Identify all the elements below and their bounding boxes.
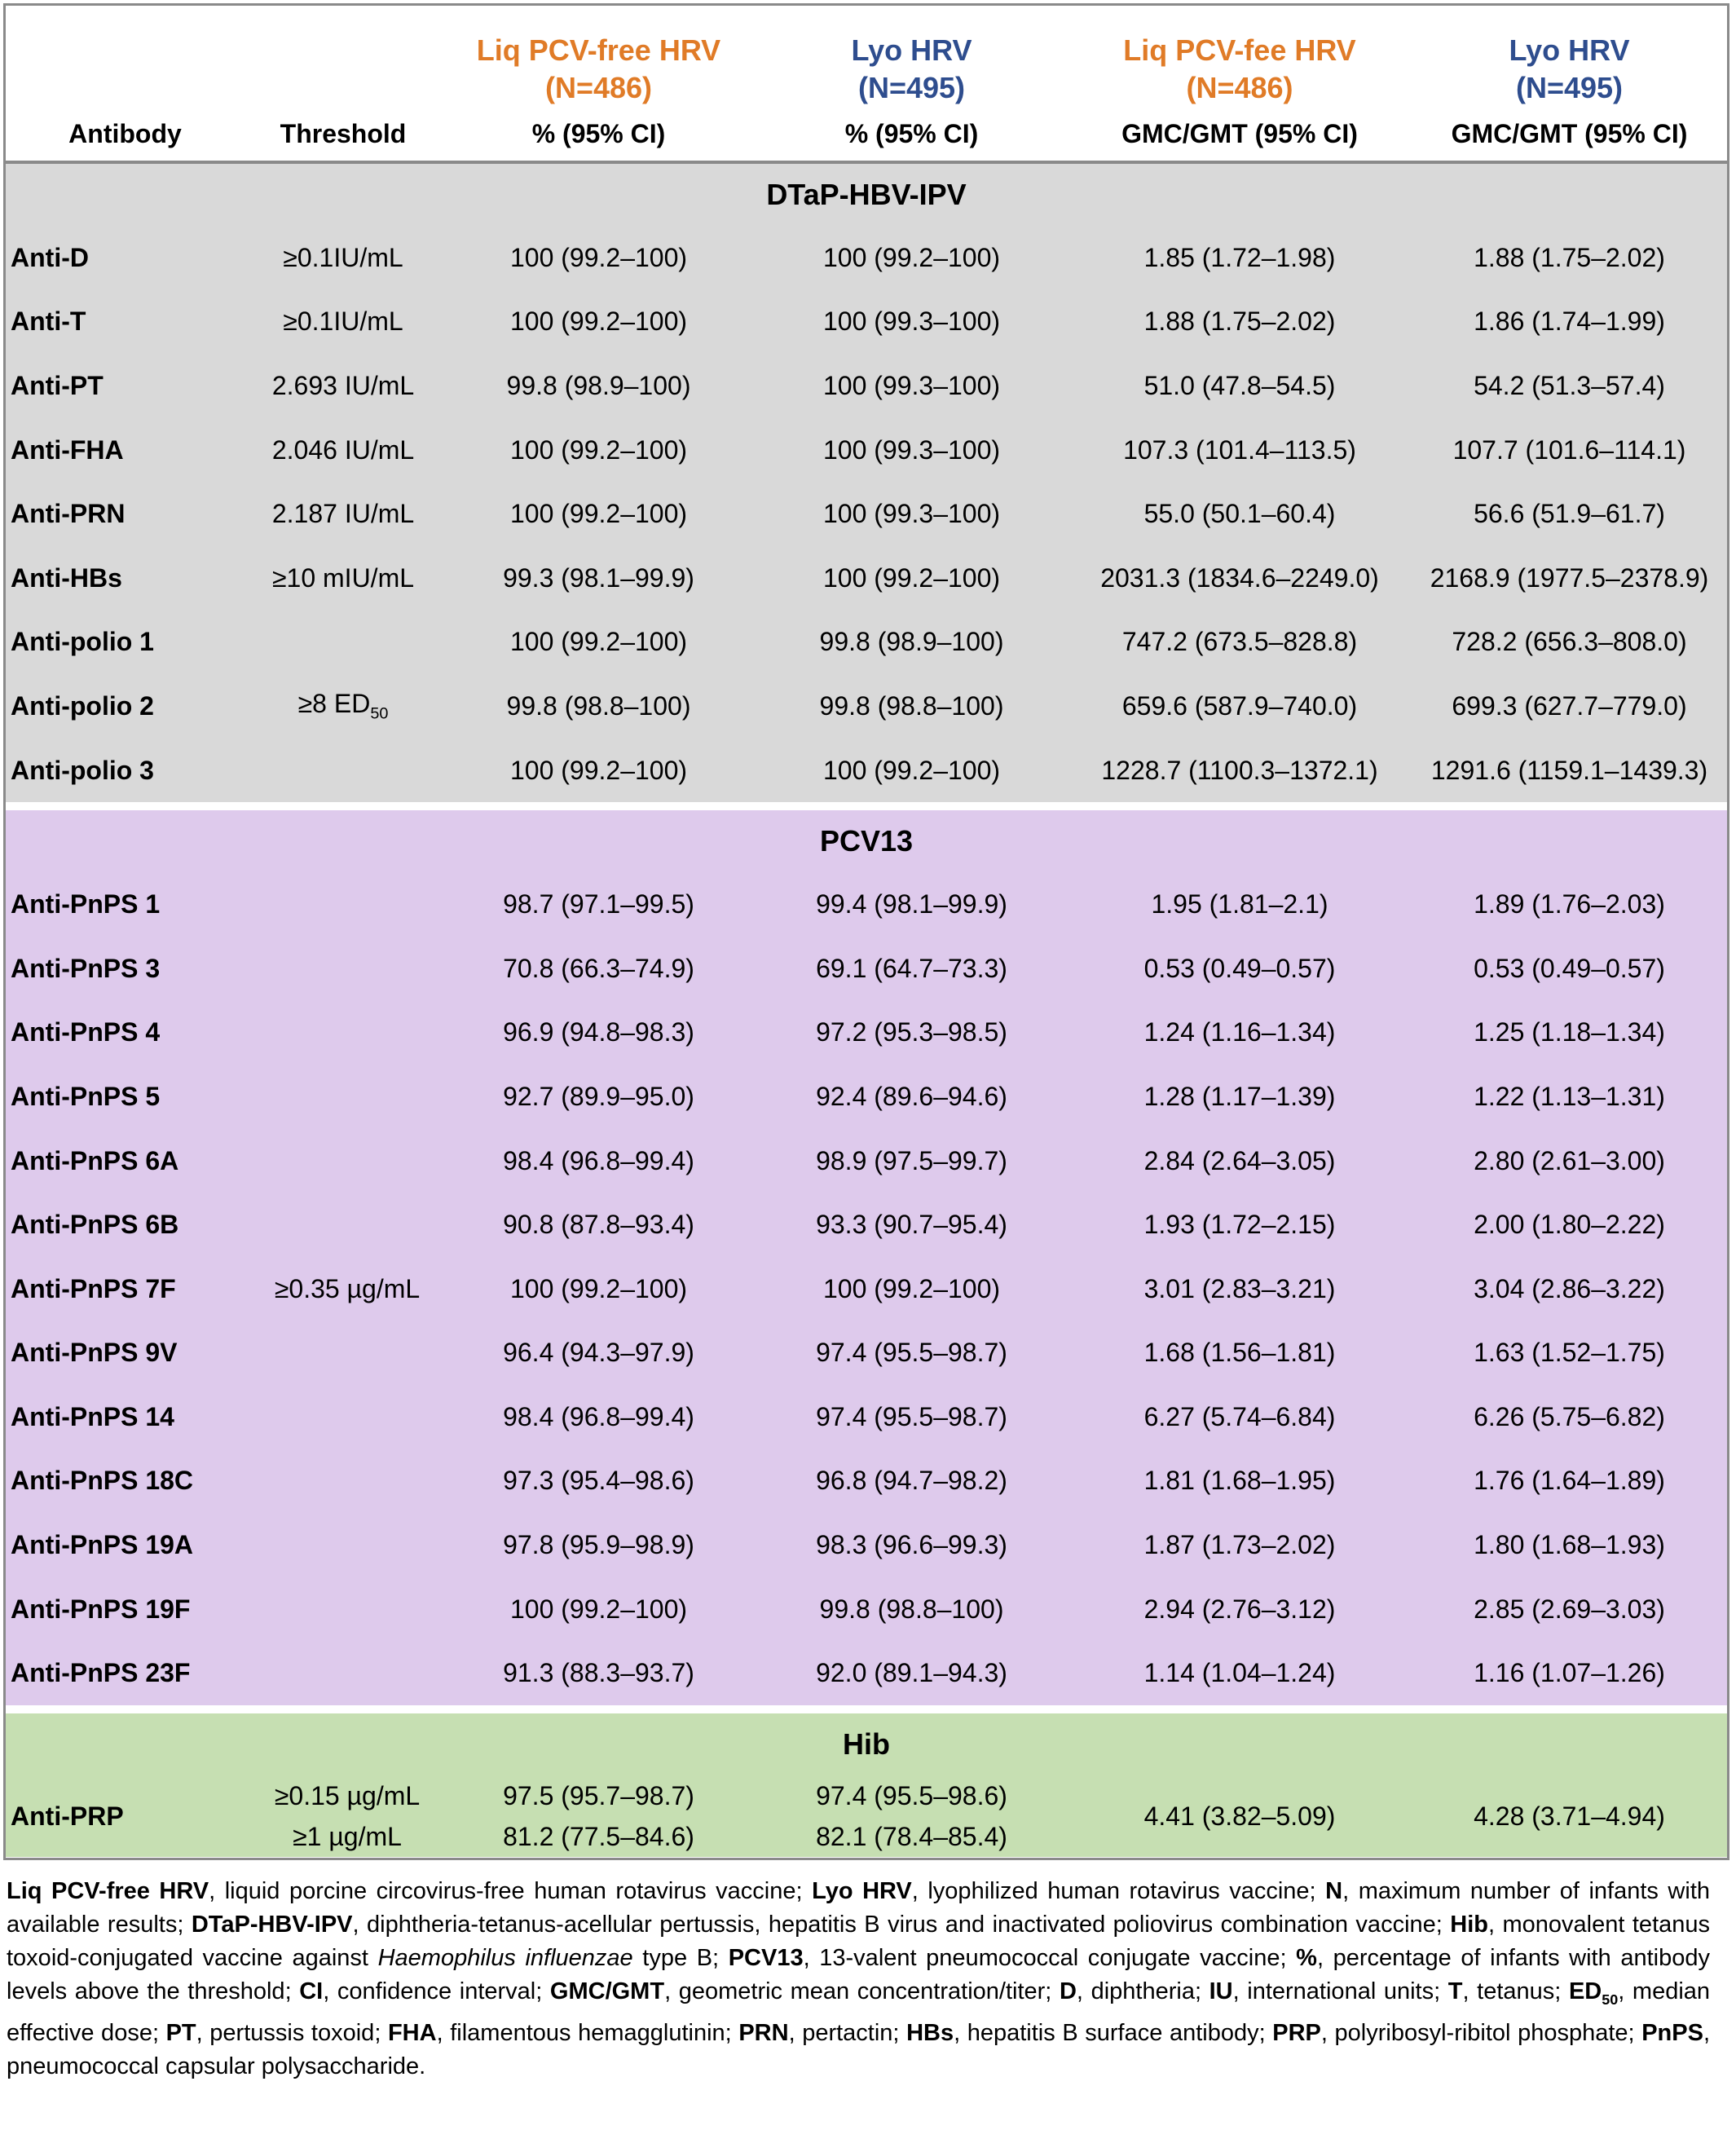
- footnote-term: PT: [165, 2019, 196, 2046]
- antibody-name: Anti-PnPS 9V: [6, 1321, 245, 1386]
- pct-liq-cell: 96.9 (94.8–98.3): [442, 1001, 756, 1065]
- pct-lyo-cell: 99.8 (98.8–100): [756, 1577, 1068, 1642]
- antibody-name: Anti-PnPS 14: [6, 1385, 245, 1449]
- gmc-lyo-cell: 54.2 (51.3–57.4): [1412, 354, 1727, 418]
- footnote-term: PCV13: [728, 1945, 804, 1971]
- pct-liq-cell: 99.8 (98.9–100): [442, 354, 756, 418]
- pct-lyo-cell: 99.8 (98.8–100): [756, 674, 1068, 739]
- gmc-lyo-cell: 2.85 (2.69–3.03): [1412, 1577, 1727, 1642]
- gmc-liq-cell: 1.14 (1.04–1.24): [1068, 1641, 1412, 1705]
- pct-liq-cell: 96.4 (94.3–97.9): [442, 1321, 756, 1386]
- pct-lyo-cell: 100 (99.3–100): [756, 290, 1068, 355]
- pct-lyo-cell: 96.8 (94.7–98.2): [756, 1449, 1068, 1514]
- separator: [6, 1705, 1727, 1713]
- col-header-threshold: Threshold: [245, 107, 442, 162]
- threshold-cell: ≥0.15 µg/mL ≥1 µg/mL: [245, 1775, 442, 1857]
- section-hib: [6, 1713, 1727, 1857]
- pct-liq-cell: 98.7 (97.1–99.5): [442, 872, 756, 937]
- gmc-liq-cell: 1.87 (1.73–2.02): [1068, 1513, 1412, 1577]
- gmc-liq-cell: 51.0 (47.8–54.5): [1068, 354, 1412, 418]
- pct-lyo-cell: 98.3 (96.6–99.3): [756, 1513, 1068, 1577]
- antibody-name: Anti-PnPS 19F: [6, 1577, 245, 1642]
- section-title-dtap: DTaP-HBV-IPV: [6, 162, 1727, 226]
- footnote-text: , liquid porcine circovirus-free human rotavirus vaccine;: [209, 1878, 813, 1904]
- gmc-liq-cell: 1228.7 (1100.3–1372.1): [1068, 739, 1412, 803]
- footnote-text: , international units;: [1232, 1978, 1448, 2004]
- gmc-lyo-cell: 3.04 (2.86–3.22): [1412, 1257, 1727, 1321]
- gmc-lyo-cell: 4.28 (3.71–4.94): [1412, 1775, 1727, 1857]
- table-row: [6, 226, 1727, 290]
- table-row: [6, 1775, 1727, 1857]
- antibody-name: Anti-PnPS 23F: [6, 1641, 245, 1705]
- footnote-term: IU: [1209, 1978, 1233, 2004]
- antibody-name: Anti-FHA: [6, 418, 245, 483]
- pct-liq-cell: 100 (99.2–100): [442, 226, 756, 290]
- threshold-cell: 2.187 IU/mL: [245, 482, 442, 546]
- pct-liq-cell: 100 (99.2–100): [442, 290, 756, 355]
- gmc-liq-cell: 2031.3 (1834.6–2249.0): [1068, 546, 1412, 611]
- gmc-lyo-cell: 56.6 (51.9–61.7): [1412, 482, 1727, 546]
- gmc-lyo-cell: 2.80 (2.61–3.00): [1412, 1129, 1727, 1193]
- group-header-lyo-pct: Lyo HRV (N=495): [851, 33, 972, 104]
- antibody-name: Anti-PnPS 6A: [6, 1129, 245, 1193]
- footnote-term: PRN: [738, 2019, 789, 2046]
- antibody-name: Anti-T: [6, 290, 245, 355]
- footnote-text: , monovalent tetanus toxoid-conjugated vaccine against: [7, 1912, 1711, 1971]
- pct-lyo-cell: 100 (99.3–100): [756, 482, 1068, 546]
- antibody-name: Anti-PnPS 3: [6, 937, 245, 1001]
- col-header-gmc-lyo: GMC/GMT (95% CI): [1412, 107, 1727, 162]
- gmc-liq-cell: 6.27 (5.74–6.84): [1068, 1385, 1412, 1449]
- pct-lyo-cell: 99.8 (98.9–100): [756, 611, 1068, 675]
- gmc-lyo-cell: 1.16 (1.07–1.26): [1412, 1641, 1727, 1705]
- column-header-row: [6, 107, 1727, 162]
- footnote-term: Liq PCV-free HRV: [7, 1878, 209, 1904]
- pct-liq-cell: 91.3 (88.3–93.7): [442, 1641, 756, 1705]
- gmc-lyo-cell: 699.3 (627.7–779.0): [1412, 674, 1727, 739]
- gmc-lyo-cell: 1.88 (1.75–2.02): [1412, 226, 1727, 290]
- footnote-text: , pneumococcal capsular polysaccharide.: [7, 2019, 1710, 2079]
- threshold-cell: [245, 1449, 442, 1514]
- antibody-name: Anti-PnPS 19A: [6, 1513, 245, 1577]
- table-row: [6, 546, 1727, 611]
- antibody-name: Anti-PnPS 5: [6, 1065, 245, 1129]
- table-row: [6, 872, 1727, 937]
- pct-lyo-cell: 92.0 (89.1–94.3): [756, 1641, 1068, 1705]
- gmc-liq-cell: 659.6 (587.9–740.0): [1068, 674, 1412, 739]
- antibody-name: Anti-PnPS 4: [6, 1001, 245, 1065]
- antibody-name: Anti-PRN: [6, 482, 245, 546]
- antibody-name: Anti-HBs: [6, 546, 245, 611]
- pct-liq-cell: 100 (99.2–100): [442, 418, 756, 483]
- pct-lyo-cell: 92.4 (89.6–94.6): [756, 1065, 1068, 1129]
- table-row: [6, 418, 1727, 483]
- pct-liq-cell: 100 (99.2–100): [442, 1257, 756, 1321]
- footnote-term: CI: [299, 1978, 324, 2004]
- pct-lyo-cell: 97.2 (95.3–98.5): [756, 1001, 1068, 1065]
- table-row: [6, 354, 1727, 418]
- antibody-name: Anti-PnPS 1: [6, 872, 245, 937]
- table-row: [6, 1065, 1727, 1129]
- footnote-text: , confidence interval;: [323, 1978, 550, 2004]
- col-header-pct-liq: % (95% CI): [442, 107, 756, 162]
- threshold-cell: [245, 611, 442, 675]
- pct-lyo-cell: 100 (99.2–100): [756, 226, 1068, 290]
- table-row: [6, 482, 1727, 546]
- pct-lyo-cell: 99.4 (98.1–99.9): [756, 872, 1068, 937]
- threshold-cell: ≥0.1IU/mL: [245, 226, 442, 290]
- footnote-term: GMC/GMT: [549, 1978, 665, 2004]
- gmc-liq-cell: 1.28 (1.17–1.39): [1068, 1065, 1412, 1129]
- pct-liq-cell: 99.3 (98.1–99.9): [442, 546, 756, 611]
- gmc-lyo-cell: 1.89 (1.76–2.03): [1412, 872, 1727, 937]
- footnote-term: %: [1296, 1945, 1317, 1971]
- pct-lyo-cell: 100 (99.2–100): [756, 739, 1068, 803]
- footnote-text: type B;: [632, 1945, 729, 1971]
- section-pcv13: [6, 810, 1727, 1705]
- gmc-lyo-cell: 6.26 (5.75–6.82): [1412, 1385, 1727, 1449]
- footnote-text: , hepatitis B surface antibody;: [954, 2019, 1273, 2046]
- section-title-hib: Hib: [6, 1713, 1727, 1775]
- threshold-cell: [245, 1385, 442, 1449]
- separator: [6, 802, 1727, 810]
- gmc-liq-cell: 1.81 (1.68–1.95): [1068, 1449, 1412, 1514]
- pct-liq-cell: 90.8 (87.8–93.4): [442, 1193, 756, 1257]
- table-row: [6, 1577, 1727, 1642]
- gmc-liq-cell: 0.53 (0.49–0.57): [1068, 937, 1412, 1001]
- group-header-lyo-gmc: Lyo HRV (N=495): [1509, 33, 1630, 104]
- threshold-cell: [245, 1065, 442, 1129]
- group-header-liq-gmc: Liq PCV-fee HRV (N=486): [1123, 33, 1356, 104]
- footnote-text: , lyophilized human rotavirus vaccine;: [911, 1878, 1326, 1904]
- gmc-liq-cell: 1.85 (1.72–1.98): [1068, 226, 1412, 290]
- footnote-text: , diphtheria;: [1076, 1978, 1209, 2004]
- gmc-liq-cell: 747.2 (673.5–828.8): [1068, 611, 1412, 675]
- gmc-liq-cell: 1.88 (1.75–2.02): [1068, 290, 1412, 355]
- table-row: [6, 1001, 1727, 1065]
- footnote-text: , diphtheria-tetanus-acellular pertussis, hepatitis B virus and inactivated poliovirus combination vaccine;: [352, 1912, 1451, 1938]
- pct-liq-cell: 92.7 (89.9–95.0): [442, 1065, 756, 1129]
- pct-lyo-cell: 100 (99.2–100): [756, 1257, 1068, 1321]
- antibody-name: Anti-polio 3: [6, 739, 245, 803]
- antibody-name: Anti-PnPS 6B: [6, 1193, 245, 1257]
- pct-lyo-cell: 100 (99.3–100): [756, 418, 1068, 483]
- gmc-lyo-cell: 1.76 (1.64–1.89): [1412, 1449, 1727, 1514]
- footnote-term: FHA: [387, 2019, 437, 2046]
- threshold-cell: ≥10 mIU/mL: [245, 546, 442, 611]
- pct-lyo-cell: 97.4 (95.5–98.7): [756, 1385, 1068, 1449]
- threshold-cell: [245, 937, 442, 1001]
- pct-liq-cell: 98.4 (96.8–99.4): [442, 1385, 756, 1449]
- footnote-text: , 13-valent pneumococcal conjugate vaccine;: [803, 1945, 1297, 1971]
- pct-liq-cell: 100 (99.2–100): [442, 739, 756, 803]
- threshold-cell: [245, 1321, 442, 1386]
- footnote-text: , filamentous hemagglutinin;: [436, 2019, 739, 2046]
- table-row: [6, 1321, 1727, 1386]
- footnote-term: HBs: [906, 2019, 954, 2046]
- threshold-cell: [245, 739, 442, 803]
- footnote-text: , pertactin;: [788, 2019, 907, 2046]
- pct-lyo-cell: 100 (99.3–100): [756, 354, 1068, 418]
- table-row: [6, 1129, 1727, 1193]
- table-footnote: [7, 1875, 1710, 2084]
- group-header-liq-pct: Liq PCV-free HRV (N=486): [476, 33, 721, 104]
- section-dtap: [6, 162, 1727, 802]
- gmc-liq-cell: 55.0 (50.1–60.4): [1068, 482, 1412, 546]
- threshold-cell: [245, 1577, 442, 1642]
- gmc-liq-cell: 107.3 (101.4–113.5): [1068, 418, 1412, 483]
- pct-liq-cell: 97.8 (95.9–98.9): [442, 1513, 756, 1577]
- pct-lyo-cell: 97.4 (95.5–98.7): [756, 1321, 1068, 1386]
- footnote-text: , geometric mean concentration/titer;: [664, 1978, 1060, 2004]
- threshold-cell: [245, 1513, 442, 1577]
- footnote-text: , polyribosyl-ribitol phosphate;: [1320, 2019, 1642, 2046]
- footnote-italic: Haemophilus influenzae: [377, 1945, 633, 1971]
- col-header-antibody: Antibody: [6, 107, 245, 162]
- footnote-term: DTaP-HBV-IPV: [191, 1912, 353, 1938]
- threshold-cell: [245, 1129, 442, 1193]
- gmc-liq-cell: 1.24 (1.16–1.34): [1068, 1001, 1412, 1065]
- pct-lyo-cell: 97.4 (95.5–98.6) 82.1 (78.4–85.4): [756, 1775, 1068, 1857]
- gmc-lyo-cell: 0.53 (0.49–0.57): [1412, 937, 1727, 1001]
- antibody-name: Anti-polio 2: [6, 674, 245, 739]
- footnote-term: Lyo HRV: [812, 1878, 912, 1904]
- threshold-cell: ≥8 $ED_{50}$: [245, 674, 442, 739]
- results-table: [6, 6, 1727, 1857]
- threshold-cell: 2.693 IU/mL: [245, 354, 442, 418]
- table-row: [6, 674, 1727, 739]
- gmc-lyo-cell: 107.7 (101.6–114.1): [1412, 418, 1727, 483]
- footnote-text: , median effective dose;: [7, 1978, 1711, 2046]
- threshold-cell: [245, 1001, 442, 1065]
- col-header-gmc-liq: GMC/GMT (95% CI): [1068, 107, 1412, 162]
- table-row: [6, 1385, 1727, 1449]
- gmc-lyo-cell: 728.2 (656.3–808.0): [1412, 611, 1727, 675]
- antibody-name: Anti-D: [6, 226, 245, 290]
- gmc-lyo-cell: 1.25 (1.18–1.34): [1412, 1001, 1727, 1065]
- footnote-text: , maximum number of infants with available results;: [7, 1878, 1710, 1938]
- table-row: [6, 1513, 1727, 1577]
- antibody-name: Anti-PRP: [6, 1775, 245, 1857]
- footnote-term: N: [1325, 1878, 1343, 1904]
- footnote-term: PnPS: [1641, 2019, 1703, 2046]
- pct-liq-cell: 100 (99.2–100): [442, 482, 756, 546]
- antibody-results-table: [3, 3, 1729, 1860]
- pct-liq-cell: 97.3 (95.4–98.6): [442, 1449, 756, 1514]
- antibody-name: Anti-polio 1: [6, 611, 245, 675]
- table-row: [6, 1193, 1727, 1257]
- gmc-lyo-cell: 2168.9 (1977.5–2378.9): [1412, 546, 1727, 611]
- gmc-lyo-cell: 1.80 (1.68–1.93): [1412, 1513, 1727, 1577]
- footnote-text: , percentage of infants with antibody levels above the threshold;: [7, 1945, 1710, 2004]
- pct-liq-cell: 100 (99.2–100): [442, 1577, 756, 1642]
- gmc-lyo-cell: 2.00 (1.80–2.22): [1412, 1193, 1727, 1257]
- gmc-liq-cell: 1.68 (1.56–1.81): [1068, 1321, 1412, 1386]
- threshold-cell: ≥0.1IU/mL: [245, 290, 442, 355]
- antibody-name: Anti-PT: [6, 354, 245, 418]
- pct-lyo-cell: 100 (99.2–100): [756, 546, 1068, 611]
- pct-lyo-cell: 98.9 (97.5–99.7): [756, 1129, 1068, 1193]
- threshold-cell: [245, 872, 442, 937]
- section-title-pcv13: PCV13: [6, 810, 1727, 872]
- gmc-liq-cell: 1.95 (1.81–2.1): [1068, 872, 1412, 937]
- pct-liq-cell: 97.5 (95.7–98.7) 81.2 (77.5–84.6): [442, 1775, 756, 1857]
- antibody-name: Anti-PnPS 18C: [6, 1449, 245, 1514]
- table-row: [6, 1641, 1727, 1705]
- gmc-lyo-cell: 1.22 (1.13–1.31): [1412, 1065, 1727, 1129]
- pct-liq-cell: 70.8 (66.3–74.9): [442, 937, 756, 1001]
- threshold-cell: [245, 1641, 442, 1705]
- gmc-liq-cell: 3.01 (2.83–3.21): [1068, 1257, 1412, 1321]
- footnote-term: $ED_{50}$: [1568, 1978, 1619, 2008]
- threshold-cell: ≥0.35 µg/mL: [245, 1257, 442, 1321]
- gmc-lyo-cell: 1.63 (1.52–1.75): [1412, 1321, 1727, 1386]
- footnote-term: T: [1447, 1978, 1463, 2004]
- pct-lyo-cell: 69.1 (64.7–73.3): [756, 937, 1068, 1001]
- pct-liq-cell: 98.4 (96.8–99.4): [442, 1129, 756, 1193]
- footnote-text: , tetanus;: [1462, 1978, 1569, 2004]
- gmc-liq-cell: 1.93 (1.72–2.15): [1068, 1193, 1412, 1257]
- gmc-lyo-cell: 1291.6 (1159.1–1439.3): [1412, 739, 1727, 803]
- threshold-cell: 2.046 IU/mL: [245, 418, 442, 483]
- pct-lyo-cell: 93.3 (90.7–95.4): [756, 1193, 1068, 1257]
- table-row: [6, 1449, 1727, 1514]
- pct-liq-cell: 99.8 (98.8–100): [442, 674, 756, 739]
- table-row: [6, 1257, 1727, 1321]
- table-row: [6, 739, 1727, 803]
- table-row: [6, 611, 1727, 675]
- footnote-term: Hib: [1450, 1912, 1488, 1938]
- col-header-pct-lyo: % (95% CI): [756, 107, 1068, 162]
- group-header-row: [6, 6, 1727, 107]
- footnote-text: , pertussis toxoid;: [196, 2019, 388, 2046]
- footnote-term: PRP: [1272, 2019, 1321, 2046]
- antibody-name: Anti-PnPS 7F: [6, 1257, 245, 1321]
- gmc-liq-cell: 2.84 (2.64–3.05): [1068, 1129, 1412, 1193]
- threshold-cell: [245, 1193, 442, 1257]
- gmc-liq-cell: 2.94 (2.76–3.12): [1068, 1577, 1412, 1642]
- table-row: [6, 937, 1727, 1001]
- footnote-term: D: [1059, 1978, 1077, 2004]
- gmc-lyo-cell: 1.86 (1.74–1.99): [1412, 290, 1727, 355]
- pct-liq-cell: 100 (99.2–100): [442, 611, 756, 675]
- table-row: [6, 290, 1727, 355]
- gmc-liq-cell: 4.41 (3.82–5.09): [1068, 1775, 1412, 1857]
